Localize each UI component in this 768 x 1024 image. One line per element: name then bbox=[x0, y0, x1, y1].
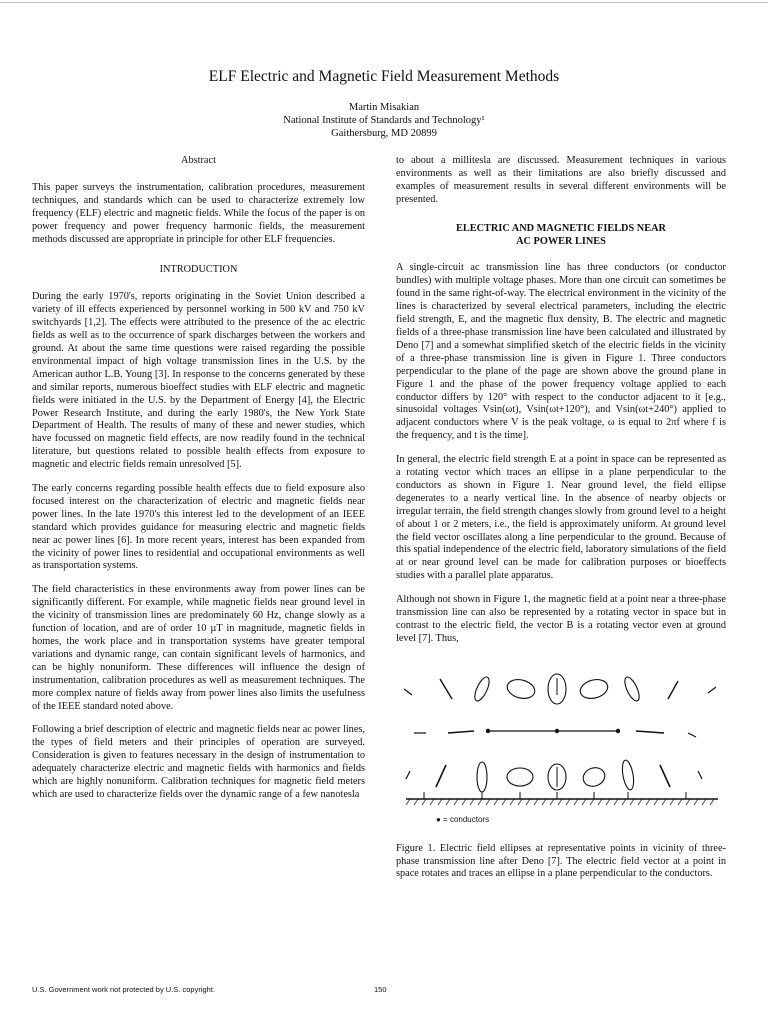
top-rule bbox=[0, 2, 768, 3]
right-column bbox=[396, 155, 726, 892]
field-ellipse bbox=[477, 762, 487, 792]
field-line-mark bbox=[448, 731, 474, 733]
introduction-heading: INTRODUCTION bbox=[159, 264, 238, 276]
left-column bbox=[32, 155, 365, 813]
field-ellipse bbox=[507, 768, 533, 786]
field-line-mark bbox=[698, 771, 702, 779]
abstract-text: This paper surveys the instrumentation, calibration procedures, measurement techniques, and standards which can be used to characterize extremely low frequency (ELF) electric and magnetic fields. While the focus of the paper is on power frequency and power frequency harmonic fields, the measurement methods discussed are appropriate in principle for other ELF frequencies. bbox=[32, 181, 365, 245]
conductor-dot bbox=[616, 729, 620, 733]
section-paragraph-3: Although not shown in Figure 1, the magnetic field at a point near a three-phase transmission line can also be represented by a rotating vector in space but in contrast to the electric field, the vector B is a rotating vector even at ground level [7]. Thus, bbox=[396, 594, 726, 644]
field-line-mark bbox=[404, 689, 412, 695]
paper-title: ELF Electric and Magnetic Field Measurement Methods bbox=[208, 68, 560, 85]
section-heading bbox=[396, 223, 726, 249]
author-block bbox=[0, 101, 768, 140]
field-line-mark bbox=[708, 687, 716, 693]
copyright-notice: U.S. Government work not protected by U.S. copyright. bbox=[32, 985, 215, 994]
field-line-mark bbox=[668, 681, 678, 699]
ground-field-vectors bbox=[424, 792, 686, 799]
section-paragraph-1: A single-circuit ac transmission line has three conductors (or conductor bundles) with multiple voltage phases. More than one circuit can sometimes be found in the same right-of-way. The electrical environment in the vicinity of the lines is characterized by several electrical parameters, including the electric field strength, E, and the magnetic flux density, B. The electric and magnetic fields of a three-phase transmission line have been calculated and illustrated by Deno [7] and a somewhat simplified sketch of the electric fields in the vicinity of a three-phase transmission line is given in Figure 1. Three conductors perpendicular to the plane of the page are shown above the ground plane in Figure 1 and the phase of the power frequency voltage applied to each conductor differs by 120° with respect to the conductor adjacent to it [e.g., sinusoidal voltages Vsin(ωt), Vsin(ωt+120°), and Vsin(ωt+240°) applied to adjacent conductors where V is the peak voltage, ω is equal to 2πf where f is the frequency, and t is the time]. bbox=[396, 262, 726, 442]
section-paragraph-2: In general, the electric field strength E at a point in space can be represented as a rotating vector which traces an ellipse in a plane perpendicular to the conductors as shown in Figure 1. Near ground level, the field ellipse degenerates to a nearly vertical line. In the absence of nearby objects or irregular terrain, the field strength changes slowly from ground level to a height of about 1 or 2 meters, i.e., the field is approximately uniform. At ground level the field vector oscillates along a line perpendicular to the ground. Because of this spatial independence of the electric field, laboratory simulations of the field at or near ground level can be made for calibration purposes or bioeffects studies with a parallel plate apparatus. bbox=[396, 454, 726, 582]
section-heading-line-1: ELECTRIC AND MAGNETIC FIELDS NEAR bbox=[456, 222, 666, 234]
field-ellipse bbox=[505, 676, 537, 701]
author-affiliation: National Institute of Standards and Technology¹ bbox=[283, 115, 485, 126]
field-ellipse bbox=[620, 759, 635, 790]
intro-paragraph-4: Following a brief description of electric and magnetic fields near ac power lines, the types of field meters and their principles of operation are surveyed. Consideration is given to features necessary in the design of instrumentation to adequately characterize electric and magnetic fields with harmonics and fields which are highly nonuniform. Calibration techniques for magnetic field meters which are used to characterize fields over the dynamic range of a few nanotesla bbox=[32, 724, 365, 800]
field-line-mark bbox=[436, 765, 446, 787]
figure-1-field-ellipses bbox=[396, 671, 726, 811]
field-line-mark bbox=[636, 731, 664, 733]
author-location: Gaithersburg, MD 20899 bbox=[331, 128, 437, 139]
author-name: Martin Misakian bbox=[348, 102, 420, 113]
field-ellipse bbox=[578, 676, 610, 701]
field-line-mark bbox=[688, 733, 696, 737]
field-ellipse bbox=[622, 675, 642, 703]
page-number: 150 bbox=[374, 985, 387, 994]
ground-hatching bbox=[406, 799, 714, 805]
conductor-dot bbox=[555, 729, 559, 733]
field-line-mark bbox=[660, 765, 670, 787]
field-ellipse bbox=[472, 675, 492, 703]
intro-paragraph-2: The early concerns regarding possible health effects due to field exposure also focused interest on the characterization of electric and magnetic fields near power lines. In the late 1970's this interest led to the development of an IEEE standard which provides guidance for measuring electric and magnetic fields near ac power lines [6]. In more recent years, interest has been expanded from the vicinity of power lines to residential and occupational environments as well as transportation systems. bbox=[32, 483, 365, 572]
field-line-mark bbox=[406, 771, 410, 779]
figure-legend: ● = conductors bbox=[436, 814, 490, 824]
field-line-mark bbox=[440, 679, 452, 699]
intro-paragraph-3: The field characteristics in these environments away from power lines can be significantly different. For example, while magnetic fields near ground level in the vicinity of transmission lines are predominately 60 Hz, change slowly as a function of location, and are of order 10 µT in magnitude, magnetic fields in homes, the work place and in transportation systems have greater temporal variations and dynamic range, can contain significant levels of harmonics, and can be highly nonuniform. These differences will influence the design of instrumentation, calibration procedures as well as measurement techniques. The more complex nature of fields away from power lines also limits the usefulness of the IEEE standard noted above. bbox=[32, 584, 365, 712]
figure-caption: Figure 1. Electric field ellipses at representative points in vicinity of three-phase transmission line after Deno [7]. The electric field vector at a point in space rotates and traces an ellipse in a plane perpendicular to the conductors. bbox=[396, 842, 726, 880]
conductor-dot bbox=[486, 729, 490, 733]
abstract-heading: Abstract bbox=[181, 155, 216, 166]
intro-paragraph-1: During the early 1970's, reports originating in the Soviet Union described a variety of ill effects experienced by personnel working in 500 kV and 750 kV switchyards [1,2]. The effects were attributed to the presence of the ac electric fields as well as to the occurrence of spark discharges between the workers and ground. At about the same time questions were raised regarding the possible environmental impact of high voltage transmission lines in the U.S. by the American author L.B. Young [3]. In response to the concerns generated by these and similar reports, numerous bioeffect studies with ELF electric and magnetic fields were initiated in the U.S. by the Department of Energy [4], the Electric Power Research Institute, and during the early 1980's, the New York State Department of Health. The results of many of these and newer studies, which have focussed on magnetic field effects, are now readily found in the technical literature, but questions related to possible health effects from exposure to magnetic and electric fields remain unresolved [5]. bbox=[32, 291, 365, 471]
abstract-continuation: to about a millitesla are discussed. Measurement techniques in various environments as well as their limitations are also briefly discussed and examples of measurement results in several different environments will be presented. bbox=[396, 155, 726, 205]
field-ellipse bbox=[581, 765, 608, 789]
section-heading-line-2: AC POWER LINES bbox=[516, 235, 606, 247]
